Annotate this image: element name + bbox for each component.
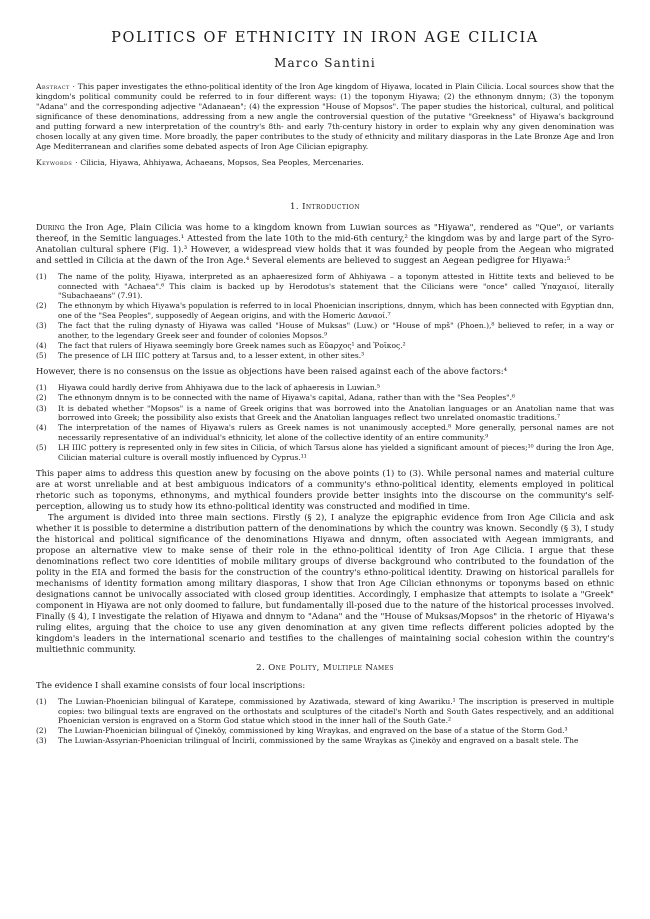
list-item-text: The fact that rulers of Hiyawa seemingly bore Greek names such as Εὔαρχος¹ and Ῥοῖκος.² [58,340,406,350]
list-item-text: The fact that the ruling dynasty of Hiyawa was called "House of Muksas" (Luw.) or "House of mpš" (Phoen.),⁸ believed to refer, in a way or another, to the legendary Greek seer and founder of colonies Mopsos.⁹ [58,320,614,340]
list-item-number: (3) [36,403,47,413]
abstract [36,82,614,152]
list-item-number: (4) [36,423,47,433]
list-item-number: (2) [36,301,47,311]
list-item-number: (2) [36,393,47,403]
intro-text: the Iron Age, Plain Cilicia was home to a kingdom known from Luwian sources as "Hiyawa", rendered as "Que", or variants thereof, in the Semitic languages.¹ Attested from the late 10th to the mid-6th century,² the kingdom was by and large part of the Syro-Anatolian cultural sphere (Fig. 1).³ However, a widespread view holds that it was founded by people from the Aegean who migrated and settled in Cilicia at the dawn of the Iron Age.⁴ Several elements are believed to suggest an Aegean pedigree for Hiyawa:⁵ [36,222,614,265]
section-heading-one-polity: 2. One Polity, Multiple Names [256,663,394,674]
objections-list [36,383,614,462]
list-item-number: (1) [36,697,47,707]
list-item-number: (1) [36,383,47,393]
intro-lead-word: During [36,222,65,232]
list-item [36,404,614,423]
however-paragraph: However, there is no consensus on the issue as objections have been raised against each of the above factors:⁴ [36,366,507,377]
list-item [36,697,614,726]
list-item [36,383,614,393]
keywords [36,158,614,168]
list-item-text: The Luwian-Phoenician bilingual of Çineköy, commissioned by king Wraykas, and engraved on the base of a statue of the Storm God.³ [58,726,568,736]
author-name: Marco Santini [274,56,376,70]
list-item-number: (2) [36,726,47,736]
list-item [36,321,614,340]
aegean-factors-list [36,272,614,360]
list-item-number: (5) [36,442,47,452]
list-item-text: The ethnonym dnnym is to be connected with the name of Hiyawa's capital, Adana, rather than with the "Sea Peoples".⁶ [58,393,516,403]
list-item-text: Hiyawa could hardly derive from Ahhiyawa due to the lack of aphaeresis in Luwian.⁵ [58,383,381,393]
argument-paragraph: The argument is divided into three main sections. Firstly (§ 2), I analyze the epigraphic evidence from Iron Age Cilicia and ask whether it is possible to determine a distribution pattern of the denominations by which the country was known. Secondly (§ 3), I study the historical and political significance of the denominations Hiyawa and dnnym, often associated with Aegean immigrants, and propose an alternative view to make sense of their role in the ethno-political identity of Iron Age Cilicia. I argue that these denominations reflect two core identities of mobile military groups of diverse background who contributed to the foundation of the polity in the EIA and formed the basis for the construction of the country's ethno-political identity. Drawing on historical parallels for mechanisms of identity formation among military diasporas, I show that Iron Age Cilician ethnonyms or toponyms based on ethnic designations cannot be univocally associated with closed group identities. Accordingly, I emphasize that attempts to isolate a "Greek" component in Hiyawa are not only doomed to failure, but fundamentally ill-posed due to the nature of the historical processes involved. Finally (§ 4), I investigate the relation of Hiyawa and dnnym to "Adana" and the "House of Muksas/Mopsos" in the rhetoric of Hiyawa's ruling elites, arguing that the choice to use any given denomination at any given time reflects different policies adopted by the kingdom's leaders in the international scenario and testifies to the challenges of maintaining social cohesion within the country's multiethnic community. [36,512,614,655]
list-item-text: The interpretation of the names of Hiyawa's rulers as Greek names is not unanimously accepted.⁸ More generally, personal names are not necessarily representative of an individual's ethnicity, let alone of the collective identity of an entire community.⁹ [58,423,614,442]
inscriptions-list [36,697,614,746]
abstract-text: This paper investigates the ethno-political identity of the Iron Age kingdom of Hiyawa, located in Plain Cilicia. Local sources show that the kingdom's political community could be referred to in four different ways: (1) the toponym Hiyawa; (2) the ethnonym dnnym; (3) the toponym "Adana" and the corresponding adjective "Adanaean"; (4) the expression "House of Mopsos". The paper studies the historical, cultural, and political significance of these denominations, addressing from a new angle the controversial question of the putative "Greekness" of Hiyawa's background and putting forward a new interpretation of the country's 8th- and early 7th-century history in order to explain why any given denomination was chosen locally at any given time. More broadly, the paper contributes to the study of ethnicity and military diasporas in the Late Bronze Age and Iron Age Mediterranean and clarifies some debated aspects of Iron Age Cilician epigraphy. [36,82,614,151]
list-item [36,341,614,351]
list-item [36,736,614,746]
list-item [36,393,614,403]
paper-title: POLITICS OF ETHNICITY IN IRON AGE CILICIA [111,30,539,46]
list-item-text: It is debated whether "Mopsos" is a name of Greek origins that was borrowed into the Anatolian languages or an Anatolian name that was borrowed into Greek; the possibility also exists that Greek and the Anatolian languages reflect two unrelated onomastic traditions.⁷ [58,403,614,423]
list-item [36,272,614,301]
list-item-number: (5) [36,350,47,360]
section-heading-introduction: 1. Introduction [289,202,360,212]
list-item-number: (3) [36,736,47,746]
list-item [36,726,614,736]
keywords-text: Cilicia, Hiyawa, Ahhiyawa, Achaeans, Mopsos, Sea Peoples, Mercenaries. [80,158,364,167]
list-item-text: The Luwian-Phoenician bilingual of Karatepe, commissioned by Azatiwada, steward of king Awariku.¹ The inscription is preserved in multiple copies: two bilingual texts are engraved on the orthostats and sculptures of the citadel's North and South Gates respectively, and an additional Phoenician version is engraved on a Storm God statue which stood in the inner hall of the South Gate.² [58,697,614,726]
list-item-text: LH IIIC pottery is represented only in few sites in Cilicia, of which Tarsus alone has yielded a significant amount of pieces;¹⁰ during the Iron Age, Cilician material culture is overall mostly influenced by Cyprus.¹¹ [58,442,614,462]
intro-paragraph [36,222,614,266]
list-item [36,351,614,361]
list-item-number: (3) [36,320,47,330]
list-item-text: The Luwian-Assyrian-Phoenician trilingual of İncirli, commissioned by the same Wraykas as Çineköy and engraved on a basalt stele. The [58,736,579,746]
list-item [36,443,614,462]
evidence-paragraph: The evidence I shall examine consists of four local inscriptions: [36,680,306,691]
list-item-number: (4) [36,340,47,350]
list-item-text: The presence of LH IIIC pottery at Tarsus and, to a lesser extent, in other sites.³ [58,350,365,360]
list-item-text: The ethnonym by which Hiyawa's population is referred to in local Phoenician inscriptions, dnnym, which has been connected with Egyptian dnn, one of the "Sea Peoples", supposedly of Aegean origins, and with the Homeric Δαναοί.⁷ [58,301,614,320]
abstract-label: Abstract · [36,82,76,91]
list-item [36,301,614,320]
list-item-text: The name of the polity, Hiyawa, interpreted as an aphaeresized form of Ahhiyawa – a toponym attested in Hittite texts and believed to be connected with "Achaea".⁶ This claim is backed up by Herodotus's statement that the Cilicians were "once" called Ὑπαχαιοί, literally "Subachaeans" (7.91). [58,272,614,301]
list-item-number: (1) [36,272,47,281]
keywords-label: Keywords · [36,158,78,167]
aim-paragraph: This paper aims to address this question anew by focusing on the above points (1) to (3). While personal names and material culture are at worst unreliable and at best ambiguous indicators of a community's ethno-political identity, elements employed in political rhetoric such as toponyms, ethnonyms, and mythical founders provide better insights into the discourse on the community's self-perception, allowing us to study how its ethno-political identity was constructed and modified in time. [36,468,614,512]
list-item [36,423,614,442]
